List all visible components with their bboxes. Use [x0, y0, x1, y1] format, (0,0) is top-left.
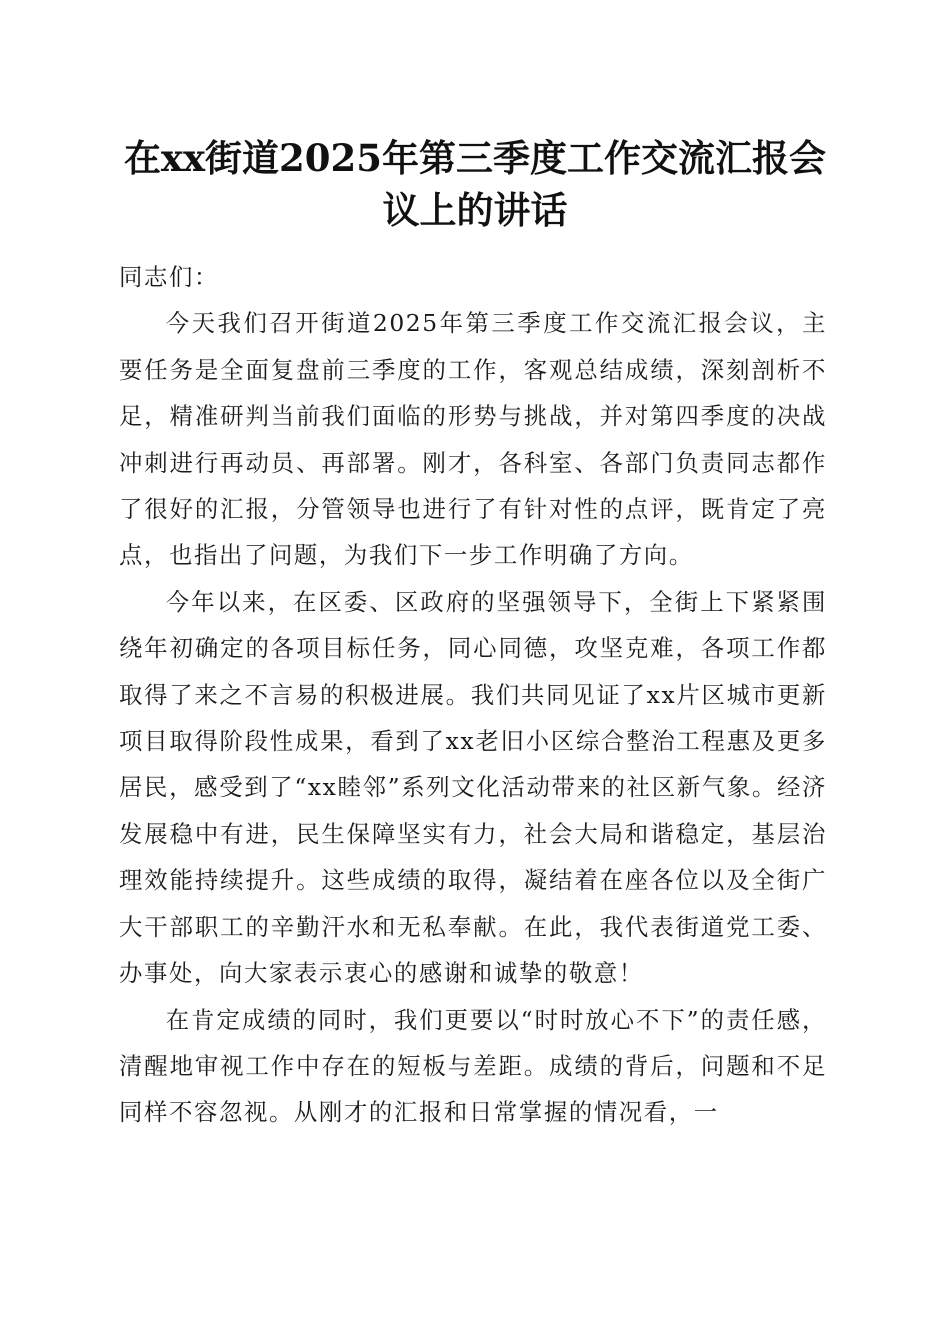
- document-body: [119, 254, 827, 1136]
- paragraph-3: 在肯定成绩的同时，我们更要以“时时放心不下”的责任感，清醒地审视工作中存在的短板与差距。成绩的背后，问题和不足同样不容忽视。从刚才的汇报和日常掌握的情况看，一: [119, 1005, 827, 1127]
- paragraph-2: 今年以来，在区委、区政府的坚强领导下，全街上下紧紧围绕年初确定的各项目标任务，同心同德，攻坚克难，各项工作都取得了来之不言易的积极进展。我们共同见证了xx片区城市更新项目取得阶段性成果，看到了xx老旧小区综合整治工程惠及更多居民，感受到了“xx睦邻”系列文化活动带来的社区新气象。经济发展稳中有进，民生保障坚实有力，社会大局和谐稳定，基层治理效能持续提升。这些成绩的取得，凝结着在座各位以及全街广大干部职工的辛勤汗水和无私奉献。在此，我代表街道党工委、办事处，向大家表示衷心的感谢和诚挚的敬意！: [119, 587, 827, 988]
- salutation: 同志们：: [119, 263, 219, 291]
- paragraph-1: 今天我们召开街道2025年第三季度工作交流汇报会议，主要任务是全面复盘前三季度的工作，客观总结成绩，深刻剖析不足，精准研判当前我们面临的形势与挑战，并对第四季度的决战冲刺进行再动员、再部署。刚才，各科室、各部门负责同志都作了很好的汇报，分管领导也进行了有针对性的点评，既肯定了亮点，也指出了问题，为我们下一步工作明确了方向。: [119, 309, 827, 570]
- document-title: 在xx街道2025年第三季度工作交流汇报会议上的讲话: [123, 136, 827, 232]
